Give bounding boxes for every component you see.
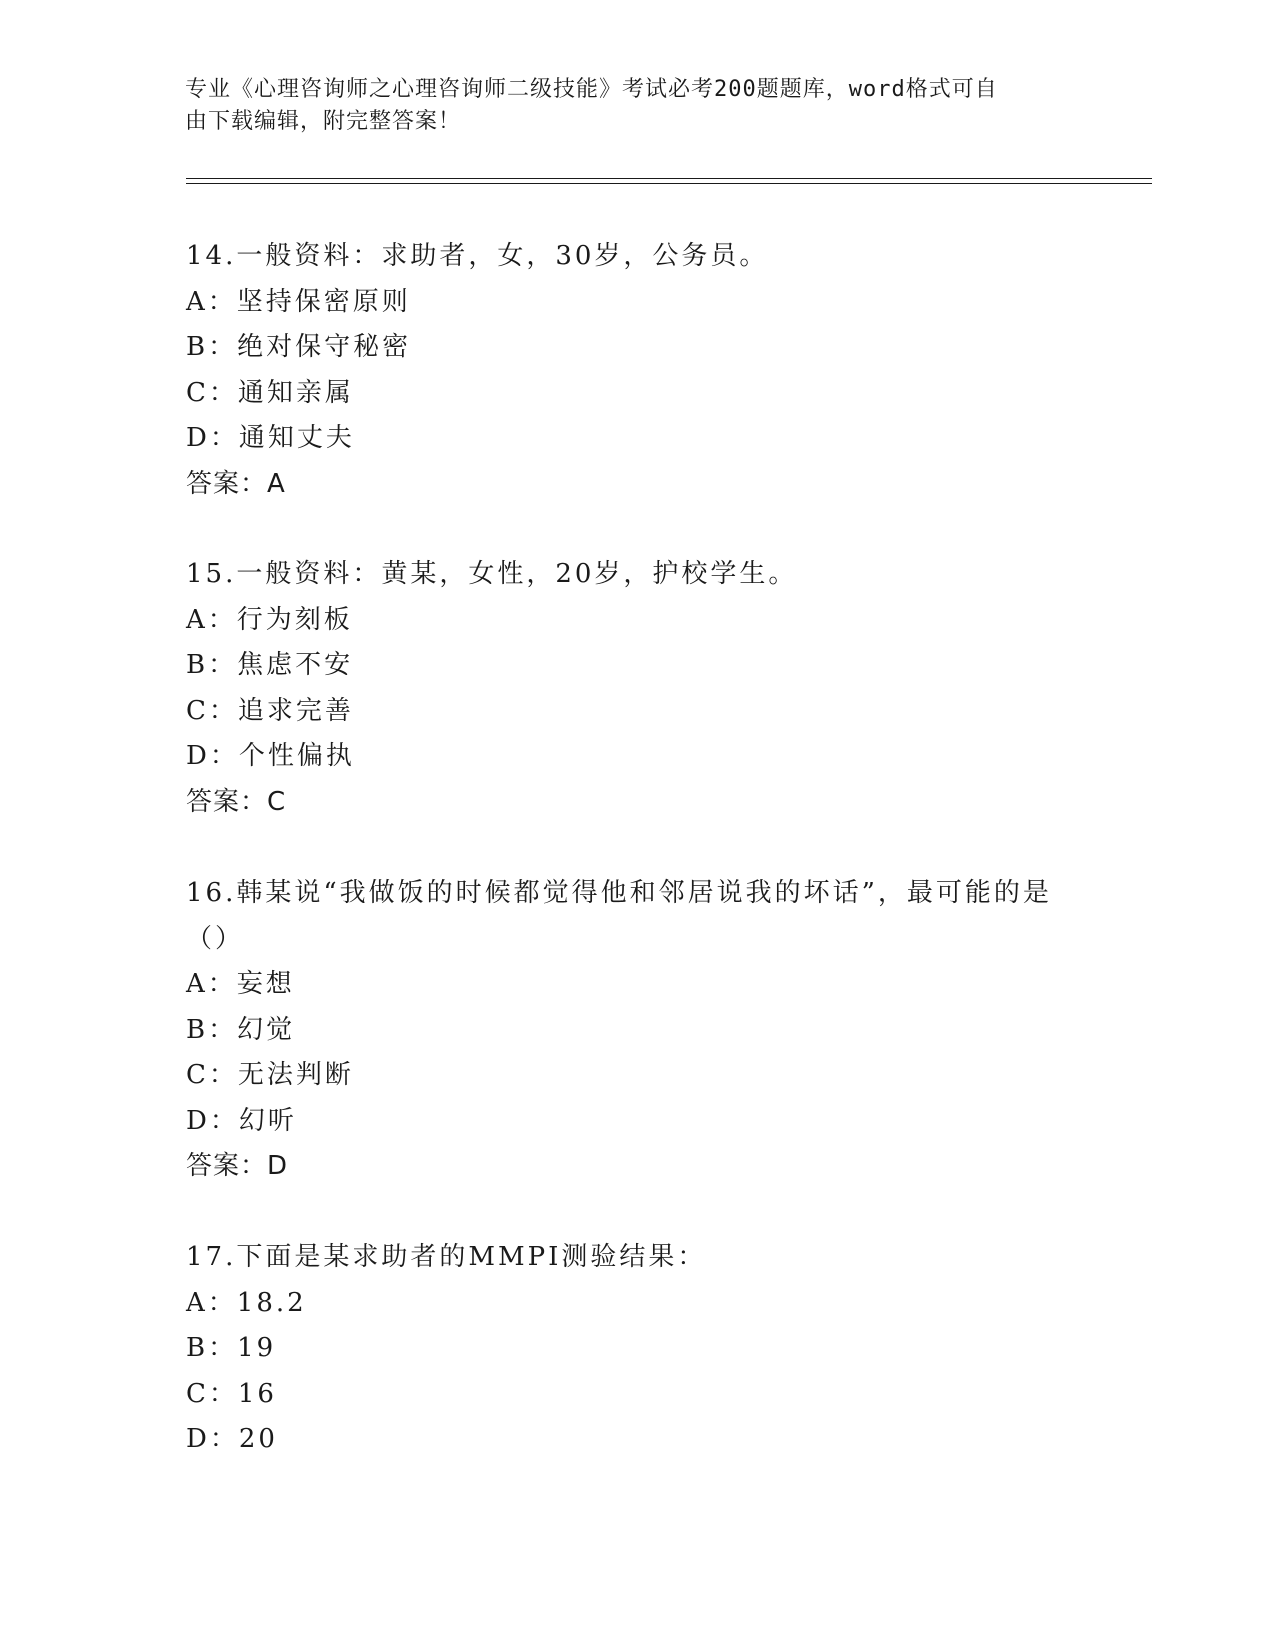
question-stem: 16.韩某说“我做饭的时候都觉得他和邻居说我的坏话”，最可能的是 xyxy=(186,878,1052,908)
document-header xyxy=(185,74,1065,138)
question-stem: 17.下面是某求助者的MMPI测验结果： xyxy=(186,1242,707,1272)
answer-line: 答案：D xyxy=(186,1151,289,1181)
option-a: A：坚持保密原则 xyxy=(186,286,411,317)
header-line-1: 专业《心理咨询师之心理咨询师二级技能》考试必考200题题库，word格式可自 xyxy=(185,77,998,102)
option-b: B：绝对保守秘密 xyxy=(186,332,412,362)
option-d: D：20 xyxy=(186,1424,278,1454)
header-divider-top xyxy=(186,178,1152,179)
question-17 xyxy=(186,1235,1086,1463)
question-stem: 14.一般资料：求助者，女，30岁，公务员。 xyxy=(186,241,769,271)
question-16 xyxy=(186,871,1086,1190)
header-line-2: 由下载编辑，附完整答案！ xyxy=(185,109,462,134)
answer-line: 答案：A xyxy=(186,468,286,499)
header-divider-bottom xyxy=(186,183,1152,184)
option-a: A：18.2 xyxy=(186,1287,307,1318)
option-a: A：行为刻板 xyxy=(186,604,353,635)
option-d: D：个性偏执 xyxy=(186,741,355,771)
option-c: C：无法判断 xyxy=(186,1060,354,1090)
option-c: C：通知亲属 xyxy=(186,377,354,408)
option-b: B：幻觉 xyxy=(186,1014,296,1045)
answer-line: 答案：C xyxy=(186,786,287,817)
question-stem-continuation: （） xyxy=(186,923,245,954)
option-b: B：焦虑不安 xyxy=(186,650,354,680)
option-a: A：妄想 xyxy=(186,969,295,999)
option-d: D：幻听 xyxy=(186,1105,297,1136)
option-d: D：通知丈夫 xyxy=(186,423,355,453)
option-c: C：追求完善 xyxy=(186,695,354,726)
question-15 xyxy=(186,552,1086,825)
option-c: C：16 xyxy=(186,1378,277,1409)
option-b: B：19 xyxy=(186,1333,277,1363)
question-stem: 15.一般资料：黄某，女性，20岁，护校学生。 xyxy=(186,559,798,589)
question-14 xyxy=(186,234,1086,507)
